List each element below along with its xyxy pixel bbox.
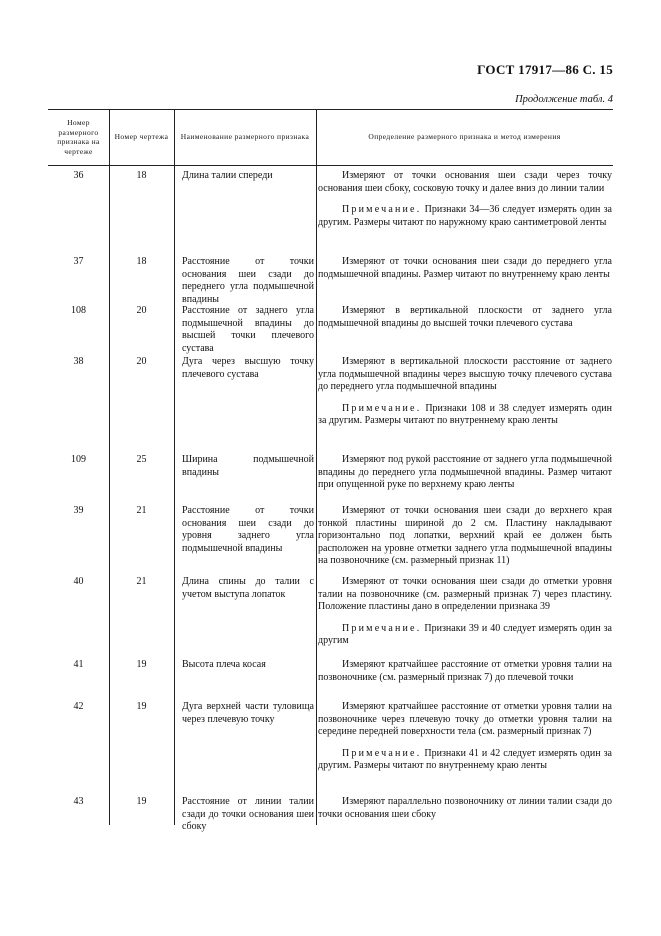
row-name: Расстояние от заднего угла подмышечной впадины до высшей точки плечевого сустава	[182, 305, 314, 354]
row-method	[318, 505, 612, 568]
row-drawing: 19	[136, 796, 147, 807]
row-method	[318, 576, 612, 648]
note-label: Примечание.	[342, 204, 422, 216]
row-name: Расстояние от точки основания шеи сзади до переднего угла подмышечной впадины	[182, 256, 314, 305]
row-number: 42	[73, 701, 84, 712]
method-text: Измеряют в вертикальной плоскости расстояние от заднего угла подмышечной впадины через высшую точку плечевого сустава до переднего угла подмышечной впадины	[318, 356, 612, 393]
row-drawing: 20	[136, 305, 147, 316]
row-method	[318, 659, 612, 684]
row-name: Длина талии спереди	[182, 170, 273, 181]
table-header	[48, 109, 613, 166]
method-text: Измеряют параллельно позвоночнику от линии талии сзади до точки основания шеи сбоку	[318, 796, 612, 820]
method-note	[318, 748, 612, 773]
row-drawing: 21	[136, 505, 147, 516]
note-label: Примечание.	[342, 622, 422, 634]
method-note	[318, 403, 612, 428]
row-number: 38	[73, 356, 84, 367]
row-method	[318, 256, 612, 281]
row-method	[318, 454, 612, 492]
method-text: Измеряют от точки основания шеи сзади через точку основания шеи сбоку, сосковую точку и далее вниз до линии талии	[318, 170, 612, 194]
row-name: Расстояние от точки основания шеи сзади до уровня заднего угла подмышечной впадины	[182, 505, 314, 554]
header-name: Наименование размерного признака	[180, 132, 310, 142]
row-method	[318, 356, 612, 428]
method-text: Измеряют под рукой расстояние от заднего угла подмышечной впадины до переднего угла подмышечной впадины. Размер читают при опущенной руке по верхнему краю ленты	[318, 454, 612, 491]
row-number: 40	[73, 576, 84, 587]
note-text: Признаки 34—36 следует измерять один за другим. Размеры читают по наружному краю сантиметровой ленты	[318, 204, 612, 228]
method-text: Измеряют от точки основания шеи сзади до верхнего края тонкой пластины шириной до 2 см. Пластину накладывают горизонтально под лопатки, верхний край ее должен быть расположен на уровне отметки заднего угла подмышечной впадины на позвоночнике (см. размерный признак 11)	[318, 505, 612, 567]
column-divider	[174, 109, 175, 825]
column-divider	[109, 109, 110, 825]
row-drawing: 18	[136, 256, 147, 267]
method-text: Измеряют от точки основания шеи сзади до переднего угла подмышечной впадины. Размер читают по внутреннему краю ленты	[318, 256, 612, 280]
method-text: Измеряют кратчайшее расстояние от отметки уровня талии на позвоночнике через плечевую точку до отметки уровня талии на середине передней поверхности тела (см. размерный признак 7)	[318, 701, 612, 738]
row-drawing: 19	[136, 659, 147, 670]
row-drawing: 20	[136, 356, 147, 367]
row-number: 39	[73, 505, 84, 516]
method-text: Измеряют от точки основания шеи сзади до отметки уровня талии на позвоночнике (см. размерный признак 7) через пластину. Положение пластины дано в определении признака 39	[318, 576, 612, 613]
row-drawing: 19	[136, 701, 147, 712]
row-method	[318, 305, 612, 330]
header-method: Определение размерного признака и метод измерения	[368, 132, 561, 142]
row-number: 109	[71, 454, 86, 465]
column-divider	[316, 109, 317, 825]
row-number: 43	[73, 796, 84, 807]
row-name: Высота плеча косая	[182, 659, 266, 670]
row-name: Дуга верхней части туловища через плечевую точку	[182, 701, 314, 725]
header-num: Номер размерного признака на чертеже	[57, 118, 100, 156]
method-note	[318, 204, 612, 229]
note-text: Признаки 41 и 42 следует измерять один за другим. Размеры читают по внутреннему краю ленты	[318, 747, 612, 772]
table-continuation-label: Продолжение табл. 4	[515, 94, 613, 105]
row-number: 41	[73, 659, 84, 670]
row-number: 36	[73, 170, 84, 181]
row-name: Расстояние от линии талии сзади до точки основания шеи сбоку	[182, 796, 314, 833]
row-drawing: 18	[136, 170, 147, 181]
method-text: Измеряют в вертикальной плоскости от заднего угла подмышечной впадины до высшей точки плечевого сустава	[318, 305, 612, 329]
note-text: Признаки 39 и 40 следует измерять один за другим	[318, 622, 612, 647]
row-drawing: 25	[136, 454, 147, 465]
note-label: Примечание.	[342, 402, 422, 414]
page-header: ГОСТ 17917—86 С. 15	[477, 62, 613, 77]
row-method	[318, 170, 612, 229]
method-note	[318, 623, 612, 648]
method-text: Измеряют кратчайшее расстояние от отметки уровня талии на позвоночнике (см. размерный признак 7) до плечевой точки	[318, 659, 612, 683]
row-name: Ширина подмышечной впадины	[182, 454, 314, 478]
note-text: Признаки 108 и 38 следует измерять один за другим. Размеры читают по внутреннему краю ленты	[318, 402, 613, 427]
note-label: Примечание.	[342, 747, 422, 759]
row-method	[318, 796, 612, 821]
row-number: 37	[73, 256, 84, 267]
row-name: Дуга через высшую точку плечевого сустава	[182, 356, 314, 380]
row-method	[318, 701, 612, 773]
row-drawing: 21	[136, 576, 147, 587]
row-number: 108	[71, 305, 86, 316]
header-drawing: Номер чертежа	[114, 132, 169, 142]
row-name: Длина спины до талии с учетом выступа лопаток	[182, 576, 314, 600]
